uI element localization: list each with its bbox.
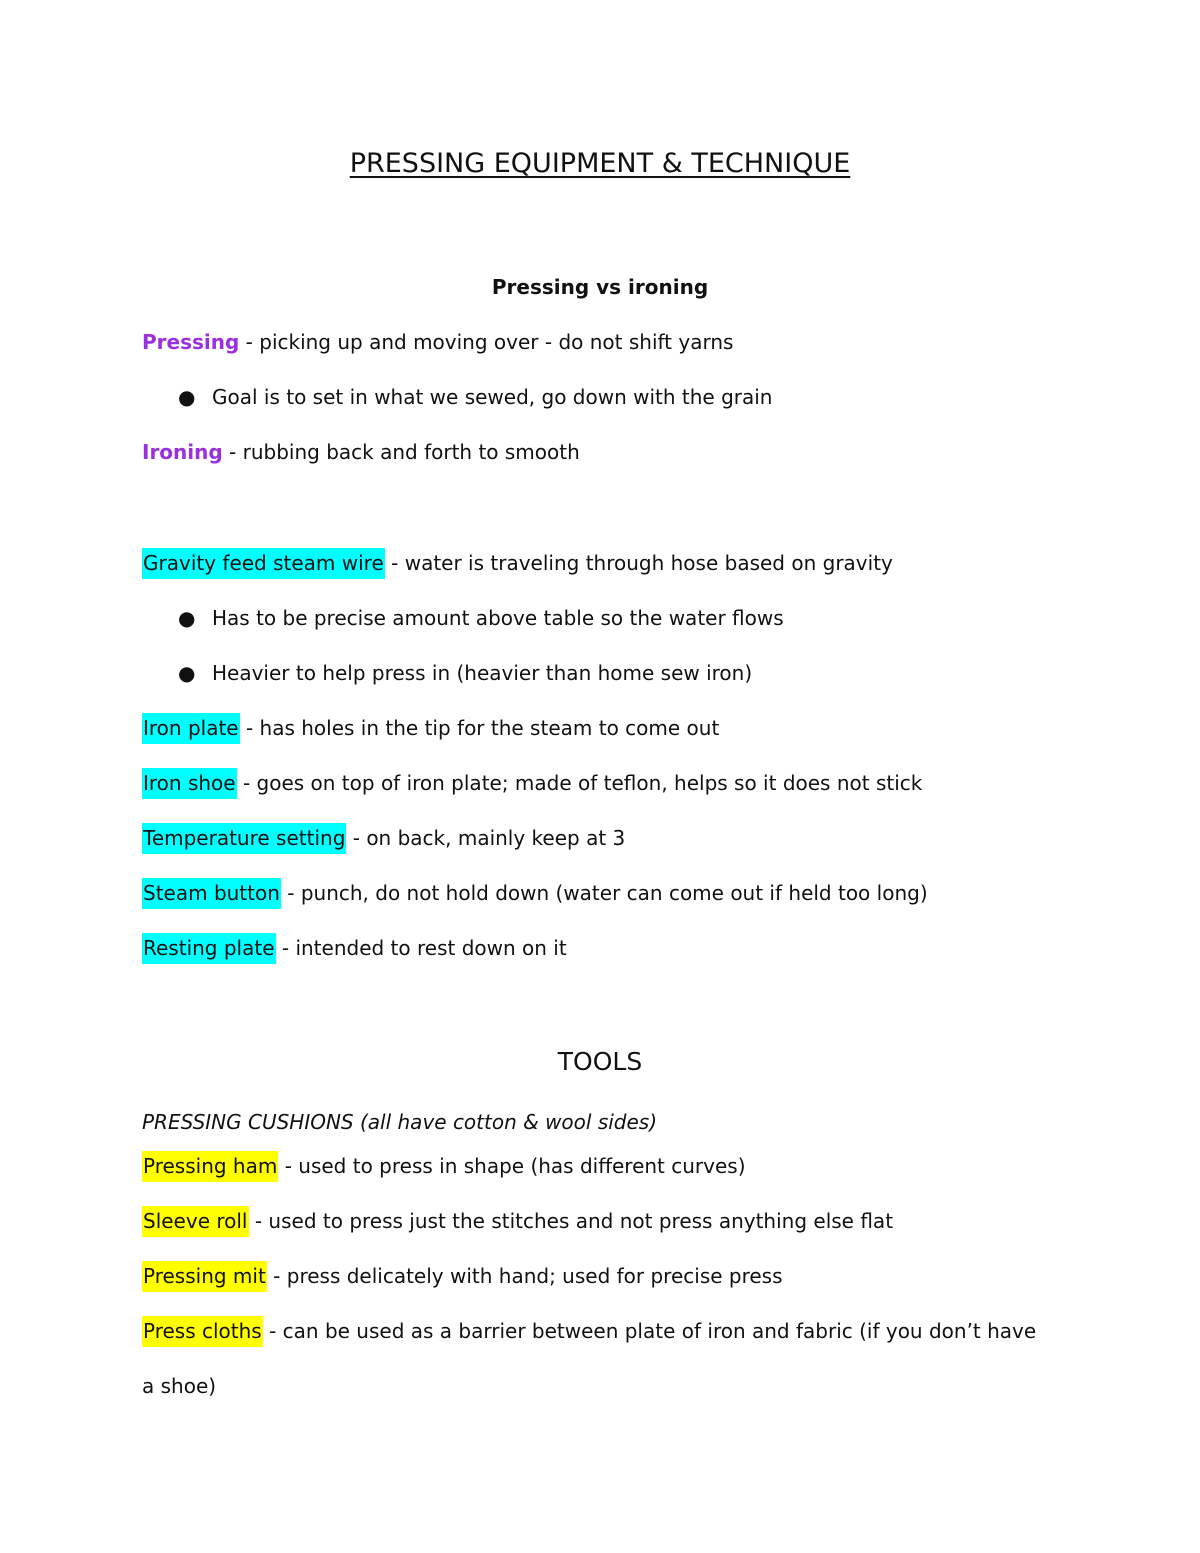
ironing-definition [142, 438, 580, 466]
equipment-term: Steam button [142, 878, 281, 909]
pressing-term: Pressing [142, 330, 240, 354]
equipment-def: - punch, do not hold down (water can come out if held too long) [280, 881, 928, 905]
bullet-icon: ● [178, 385, 196, 409]
equipment-item [142, 879, 928, 907]
equipment-term: Resting plate [142, 933, 276, 964]
equipment-item [142, 824, 625, 852]
cushions-heading: PRESSING CUSHIONS (all have cotton & wool sides) [142, 1110, 658, 1134]
gravity-bullet: Has to be precise amount above table so the water flows [212, 606, 784, 630]
ironing-term: Ironing [142, 440, 223, 464]
tool-def: - used to press just the stitches and not press anything else flat [248, 1209, 894, 1233]
gravity-bullet: Heavier to help press in (heavier than home sew iron) [212, 661, 753, 685]
equipment-term: Iron plate [142, 713, 240, 744]
gravity-term: Gravity feed steam wire [142, 548, 385, 579]
equipment-def: - has holes in the tip for the steam to come out [239, 716, 720, 740]
equipment-def: - goes on top of iron plate; made of teflon, helps so it does not stick [236, 771, 923, 795]
pressing-definition [142, 328, 733, 356]
page-title: PRESSING EQUIPMENT & TECHNIQUE [349, 148, 851, 179]
tool-term: Pressing mit [142, 1261, 267, 1292]
pressing-def: - picking up and moving over - do not shift yarns [239, 330, 734, 354]
tool-term: Press cloths [142, 1316, 263, 1347]
tool-term: Sleeve roll [142, 1206, 249, 1237]
equipment-def: - on back, mainly keep at 3 [346, 826, 626, 850]
bullet-icon: ● [178, 661, 196, 685]
tool-def: - press delicately with hand; used for precise press [266, 1264, 783, 1288]
equipment-term: Temperature setting [142, 823, 346, 854]
ironing-def: - rubbing back and forth to smooth [222, 440, 580, 464]
tool-def: - can be used as a barrier between plate of iron and fabric (if you don’t have a shoe) [142, 1319, 1037, 1398]
equipment-term: Iron shoe [142, 768, 237, 799]
equipment-item [142, 934, 567, 962]
section-subheading: Pressing vs ironing [491, 275, 709, 299]
tool-item [142, 1304, 1052, 1414]
tool-def: - used to press in shape (has different curves) [278, 1154, 746, 1178]
tools-heading: TOOLS [557, 1047, 643, 1076]
pressing-bullet: Goal is to set in what we sewed, go down with the grain [212, 385, 773, 409]
gravity-def: - water is traveling through hose based on gravity [384, 551, 893, 575]
tool-item [142, 1207, 893, 1235]
tool-item [142, 1152, 746, 1180]
equipment-item [142, 714, 719, 742]
bullet-icon: ● [178, 606, 196, 630]
tool-term: Pressing ham [142, 1151, 278, 1182]
gravity-feed-definition [142, 549, 893, 577]
equipment-def: - intended to rest down on it [275, 936, 567, 960]
tool-item [142, 1262, 783, 1290]
equipment-item [142, 769, 922, 797]
